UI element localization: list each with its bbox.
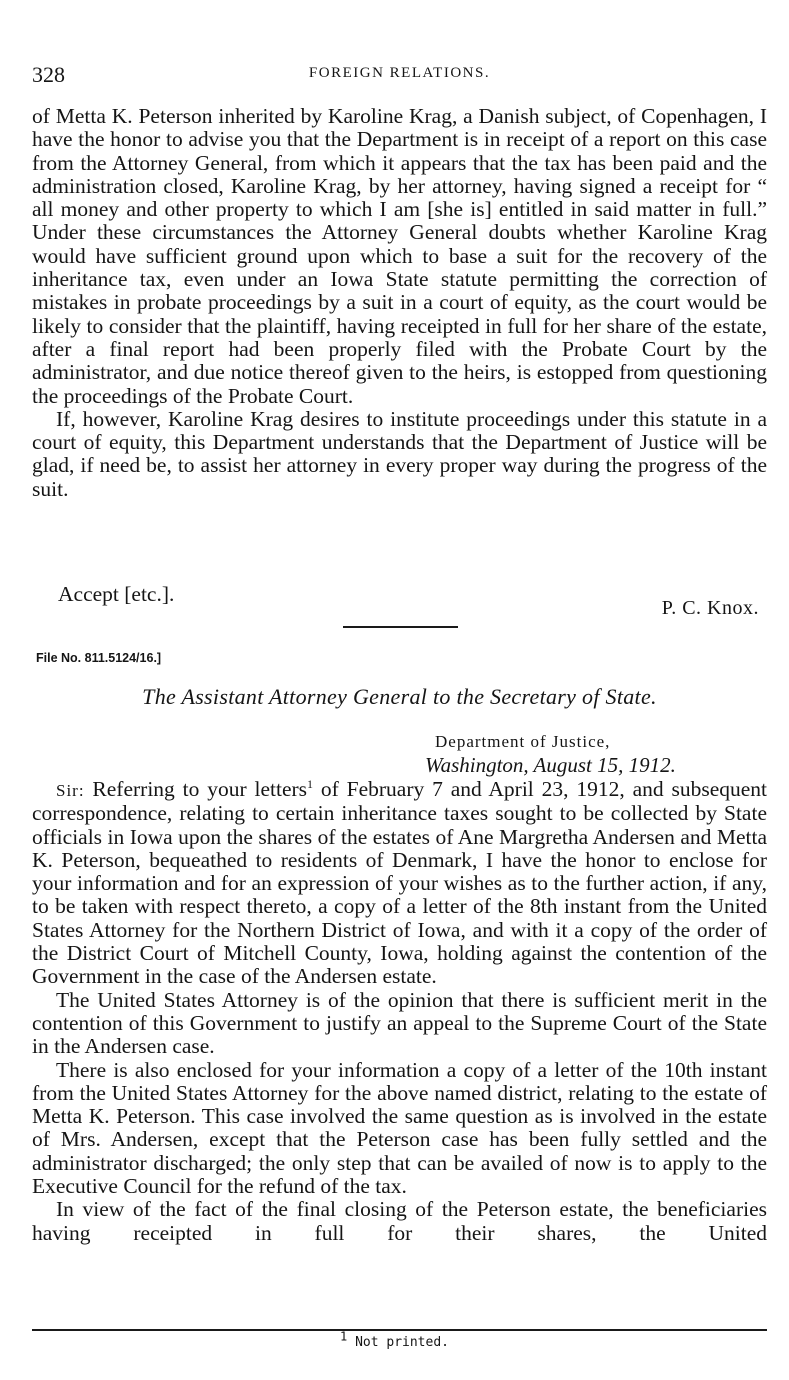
section-divider [343,626,458,628]
letter-two-body [32,778,767,1245]
salutation: Sir: [56,781,85,800]
footnote-rule [32,1329,767,1331]
running-head: FOREIGN RELATIONS. [308,65,491,81]
document-title: The Assistant Attorney General to the Secretary of State. [142,684,657,709]
body-paragraph: of Metta K. Peterson inherited by Karoline Krag, a Danish subject, of Copenhagen, I have the honor to advise you that the Department is in receipt of a report on this case from the Attorney General, from which it appears that the tax has been paid and the administration closed, Karoline Krag, by her attorney, having signed a receipt for “ all money and other property to which I am [she is] entitled in said matter in full.” Under these circumstances the Attorney General doubts whether Karoline Krag would have sufficient ground upon which to base a suit for the recovery of the inheritance tax, even under an Iowa State statute permitting the correction of mistakes in probate proceedings by a suit in a court of equity, as the court would be likely to consider that the plaintiff, having receipted in full for her share of the estate, after a final report had been properly filed with the Probate Court by the administrator, and due notice thereof given to the heirs, is estopped from questioning the proceedings of the Probate Court. [32,104,767,408]
body-paragraph [32,778,767,989]
letter-one-body [32,105,767,501]
body-paragraph: If, however, Karoline Krag desires to institute proceedings under this statute in a court of equity, this Department understands that the Department of Justice will be glad, if need be, to assist her attorney in every proper way during the progress of the suit. [32,406,767,501]
footnote [0,1329,789,1350]
file-reference: File No. 811.5124/16.] [36,651,162,665]
paragraph-text: Referring to your letters [92,777,308,801]
body-paragraph: The United States Attorney is of the opinion that there is sufficient merit in the contention of this Government to justify an appeal to the Supreme Court of the State in the Andersen case. [32,987,767,1059]
page-number: 328 [32,62,65,87]
body-paragraph: There is also enclosed for your information a copy of a letter of the 10th instant from the United States Attorney for the above named district, relating to the estate of Metta K. Peterson. This case involved the same question as is involved in the estate of Mrs. Andersen, except that the Peterson case has been fully settled and the administrator discharged; the only step that can be availed of now is to apply to the Executive Council for the refund of the tax. [32,1057,767,1199]
place-date-line: Washington, August 15, 1912. [425,753,676,777]
page-header [32,62,767,90]
signature: P. C. Knox. [661,597,759,619]
footnote-mark: 1 [340,1329,348,1344]
footnote-marker: 1 [307,776,314,791]
letter-closing: Accept [etc.]. [58,582,175,606]
body-paragraph: In view of the fact of the final closing of the Peterson estate, the beneficiaries having receipted in full for their shares, the United [32,1197,767,1245]
sender-department: Department of Justice, [435,732,611,751]
paragraph-text: of February 7 and April 23, 1912, and subsequent correspondence, relating to certain inheritance taxes sought to be collected by State officials in Iowa upon the shares of the estates of Ane Margretha Andersen and Metta K. Peterson, bequeathed to residents of Denmark, I have the honor to enclose for your information and for an expression of your wishes as to the further action, if any, to be taken with respect thereto, a copy of a letter of the 8th instant from the United States Attorney for the Northern District of Iowa, and with it a copy of the order of the District Court of Mitchell County, Iowa, holding against the contention of the Government in the case of the Andersen estate. [32,777,768,989]
footnote-text: Not printed. [355,1335,449,1350]
